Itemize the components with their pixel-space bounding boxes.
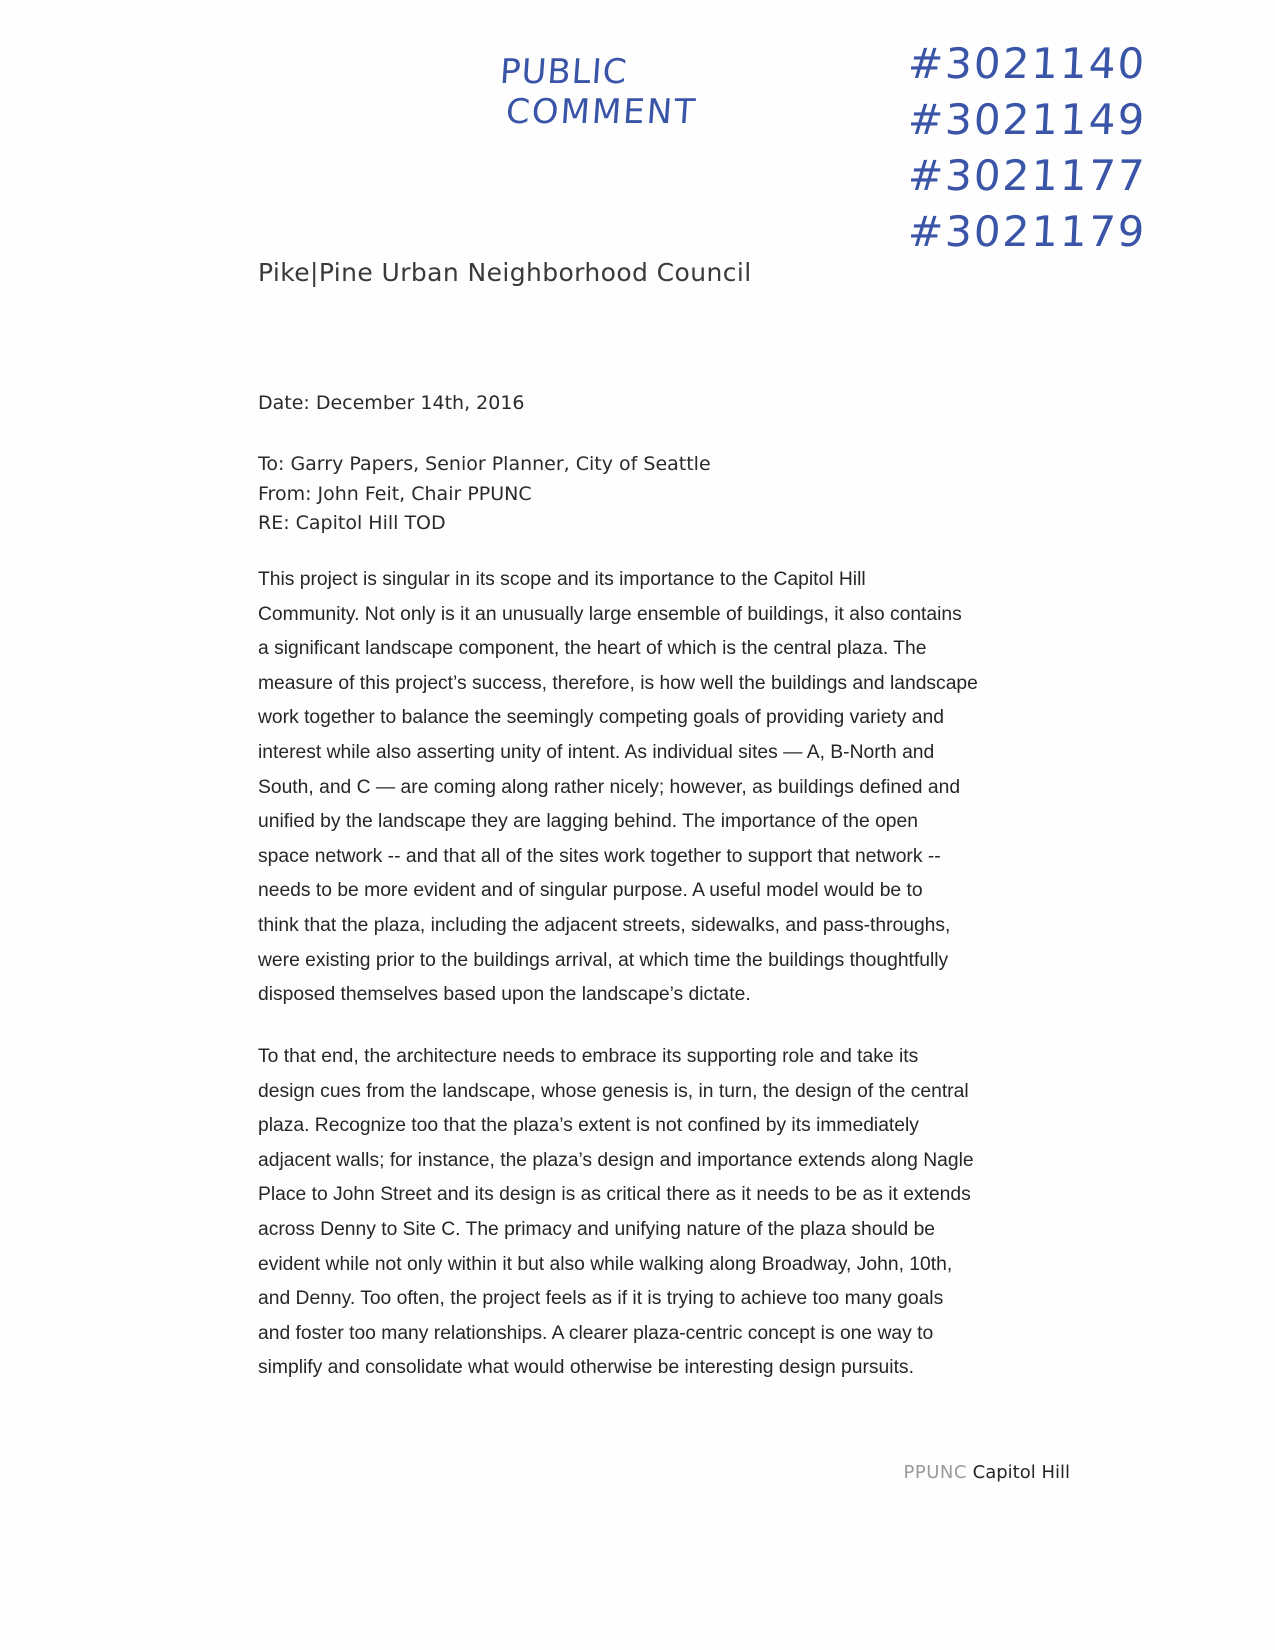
stamp-line: PUBLIC [498,52,629,92]
memo-to: To: Garry Papers, Senior Planner, City of Seattle [258,453,711,475]
project-numbers [908,36,1168,260]
paragraph-line: To that end, the architecture needs to embrace its supporting role and take its [258,1046,919,1067]
project-number: #3021149 [906,95,1148,144]
paragraph-line: evident while not only within it but also while walking along Broadway, John, 10th, [258,1253,953,1275]
body-paragraph-2 [258,1040,1078,1386]
paragraph-line: South, and C — are coming along rather nicely; however, as buildings defined and [258,776,961,798]
stamp-line: COMMENT [504,92,699,132]
paragraph-line: design cues from the landscape, whose genesis is, in turn, the design of the central [258,1080,969,1102]
memo-from: From: John Feit, Chair PPUNC [258,482,532,505]
paragraph-line: plaza. Recognize too that the plaza’s extent is not confined by its immediately [258,1115,919,1137]
paragraph-line: adjacent walls; for instance, the plaza’s design and importance extends along Nagle [258,1149,974,1171]
project-number: #3021179 [906,207,1148,256]
paragraph-line: interest while also asserting unity of intent. As individual sites — A, B-North and [258,741,935,763]
project-number: #3021177 [906,151,1148,200]
paragraph-line: work together to balance the seemingly competing goals of providing variety and [258,707,944,729]
organization-letterhead: Pike|Pine Urban Neighborhood Council [258,258,752,287]
memo-date: Date: December 14th, 2016 [258,392,525,414]
page-footer [903,1462,1070,1483]
body-paragraph-1 [258,563,1078,1013]
paragraph-line: needs to be more evident and of singular purpose. A useful model would be to [258,880,923,902]
paragraph-line: Community. Not only is it an unusually large ensemble of buildings, it also contains [258,603,962,625]
project-number: #3021140 [906,39,1148,88]
paragraph-line: This project is singular in its scope and its importance to the Capitol Hill [258,569,866,590]
paragraph-line: and Denny. Too often, the project feels as if it is trying to achieve too many goals [258,1288,944,1310]
paragraph-line: space network -- and that all of the sites work together to support that network -- [258,845,941,867]
paragraph-line: a significant landscape component, the heart of which is the central plaza. The [258,638,927,660]
paragraph-line: and foster too many relationships. A clearer plaza-centric concept is one way to [258,1322,934,1344]
paragraph-line: simplify and consolidate what would otherwise be interesting design pursuits. [258,1357,914,1379]
public-comment-stamp [500,52,700,132]
paragraph-line: across Denny to Site C. The primacy and unifying nature of the plaza should be [258,1218,936,1240]
paragraph-line: were existing prior to the buildings arrival, at which time the buildings thoughtfully [258,949,949,971]
paragraph-line: unified by the landscape they are lagging behind. The importance of the open [258,811,918,833]
footer-place: Capitol Hill [972,1462,1070,1483]
footer-abbreviation: PPUNC [903,1462,967,1483]
paragraph-line: disposed themselves based upon the landscape’s dictate. [258,984,751,1006]
memo-header [258,450,711,539]
paragraph-line: Place to John Street and its design is as critical there as it needs to be as it extends [258,1184,971,1206]
memo-re: RE: Capitol Hill TOD [258,512,446,534]
paragraph-line: measure of this project’s success, therefore, is how well the buildings and landscape [258,672,978,694]
paragraph-line: think that the plaza, including the adjacent streets, sidewalks, and pass-throughs, [258,914,951,936]
